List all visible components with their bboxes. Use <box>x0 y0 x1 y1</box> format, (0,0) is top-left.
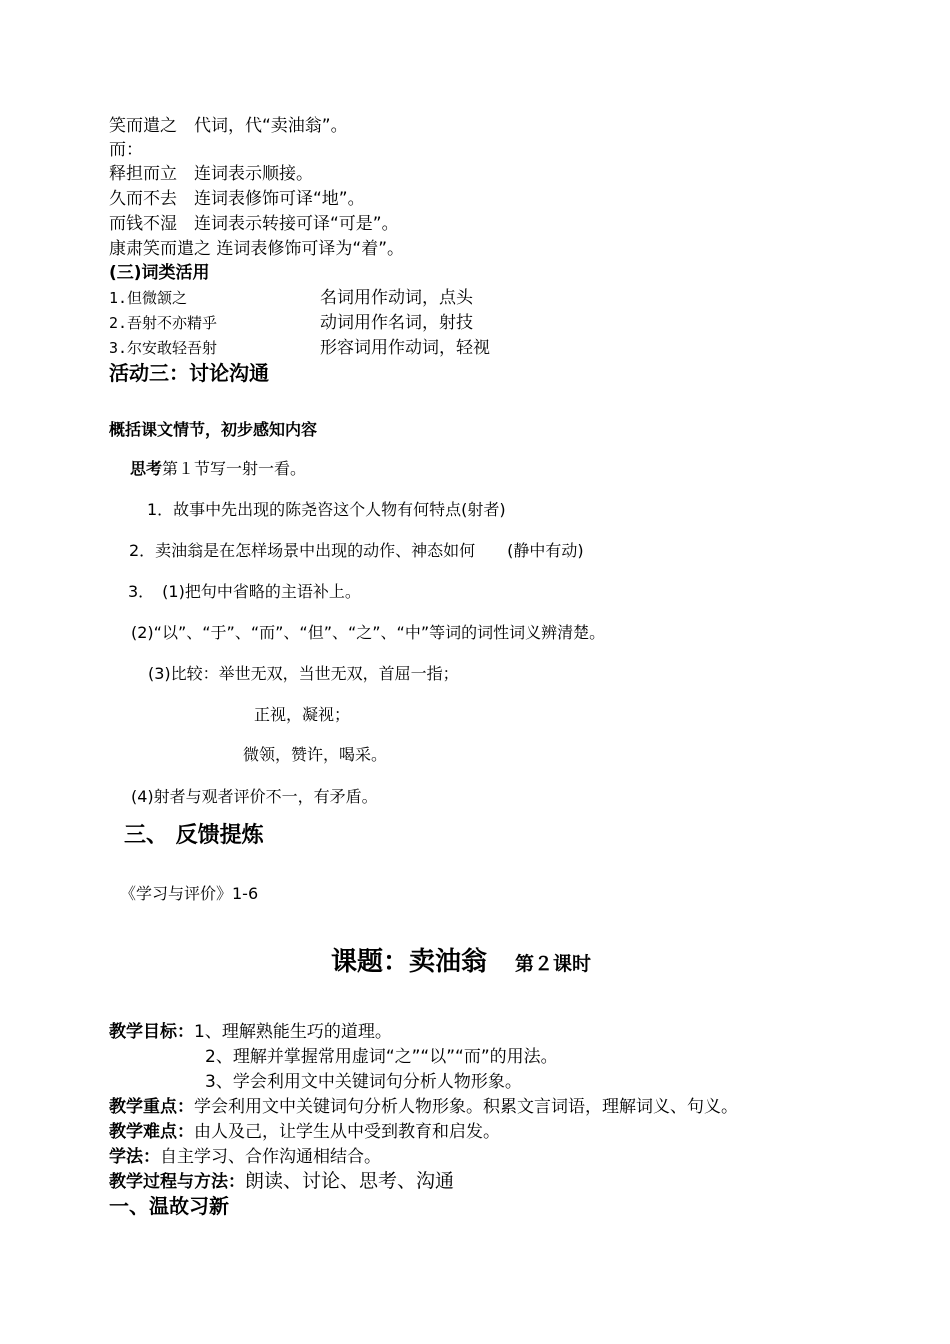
activity-subheading: 概括课文情节，初步感知内容 <box>109 420 318 439</box>
process-line <box>109 1169 454 1194</box>
text-line: 而： <box>109 140 143 160</box>
key-point-text: 学会利用文中关键词句分析人物形象。积累文言词语，理解词义、句义。 <box>194 1097 738 1117</box>
step-heading: 一、温故习新 <box>109 1194 229 1218</box>
list-item-note: 形容词用作动词，轻视 <box>320 338 490 358</box>
activity-heading: 活动三：讨论沟通 <box>109 361 269 385</box>
text-line: 释担而立 连词表示顺接。 <box>109 164 313 184</box>
process-label: 教学过程与方法： <box>109 1172 245 1192</box>
feedback-text: 《学习与评价》1-6 <box>120 884 259 903</box>
question-3-3-line3: 微领，赞许，喝采。 <box>243 745 388 764</box>
think-text: 第１节写一射一看。 <box>162 459 307 478</box>
list-item-phrase: 1.但微颔之 <box>109 289 188 307</box>
goal-2: 2、理解并掌握常用虚词“之”“以”“而”的用法。 <box>205 1047 558 1067</box>
lesson-title-line <box>331 945 591 982</box>
goals-line <box>109 1020 392 1044</box>
goals-label: 教学目标： <box>109 1022 194 1042</box>
key-point-line <box>109 1095 738 1119</box>
question-3: 3． (1)把句中省略的主语补上。 <box>128 582 361 601</box>
list-item-phrase: 2.吾射不亦精乎 <box>109 314 218 332</box>
method-label: 学法： <box>109 1147 160 1167</box>
question-1: 1．故事中先出现的陈尧咨这个人物有何特点(射者) <box>147 500 506 519</box>
text-line: 久而不去 连词表修饰可译“地”。 <box>109 189 365 209</box>
difficulty-line <box>109 1120 500 1144</box>
feedback-heading: 三、 反馈提炼 <box>124 823 264 848</box>
text-line: 笑而遣之 代词，代“卖油翁”。 <box>109 116 348 136</box>
text-line: 康肃笑而遣之 连词表修饰可译为“着”。 <box>109 239 405 259</box>
list-item-phrase: 3.尔安敢轻吾射 <box>109 339 218 357</box>
difficulty-text: 由人及己，让学生从中受到教育和启发。 <box>194 1122 500 1142</box>
list-item-note: 动词用作名词，射技 <box>320 313 473 333</box>
question-3-3: (3)比较：举世无双，当世无双，首屈一指； <box>148 664 459 683</box>
think-line <box>130 457 306 481</box>
key-point-label: 教学重点： <box>109 1097 194 1117</box>
section-heading: (三)词类活用 <box>109 263 210 283</box>
goal-3: 3、学会利用文中关键词句分析人物形象。 <box>205 1072 522 1092</box>
question-3-3-line2: 正视，凝视； <box>254 705 351 724</box>
think-label: 思考 <box>130 459 163 478</box>
method-line <box>109 1145 381 1169</box>
process-text: 朗读、讨论、思考、沟通 <box>245 1170 455 1192</box>
question-3-2: (2)“以”、“于”、“而”、“但”、“之”、“中”等词的词性词义辨清楚。 <box>131 623 606 642</box>
question-2: 2．卖油翁是在怎样场景中出现的动作、神态如何 (静中有动) <box>129 541 584 560</box>
difficulty-label: 教学难点： <box>109 1122 194 1142</box>
text-line: 而钱不湿 连词表示转接可译“可是”。 <box>109 214 399 234</box>
goal-1: 1、理解熟能生巧的道理。 <box>194 1022 392 1042</box>
question-3-4: (4)射者与观者评价不一，有矛盾。 <box>131 787 378 806</box>
method-text: 自主学习、合作沟通相结合。 <box>160 1147 381 1167</box>
lesson-period: 第２课时 <box>515 953 592 975</box>
list-item-note: 名词用作动词，点头 <box>320 288 473 308</box>
lesson-title: 课题：卖油翁 <box>331 947 488 977</box>
